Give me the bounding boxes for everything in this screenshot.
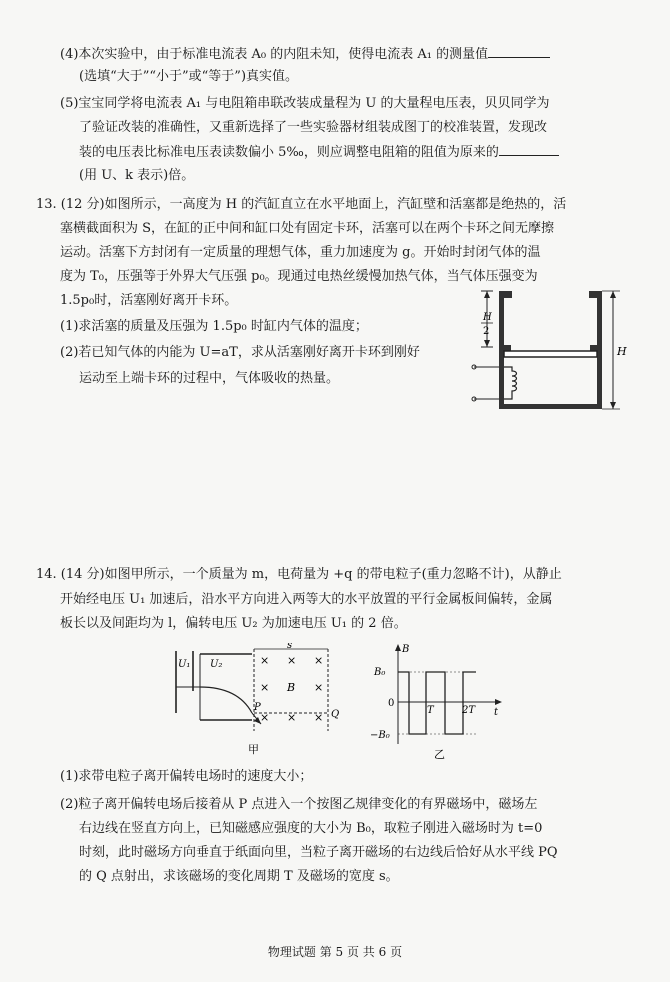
- svg-text:×: ×: [260, 681, 270, 694]
- q14-stem-line1: 14. (14 分)如图甲所示，一个质量为 m，电荷量为 +q 的带电粒子(重力忽略不计)，从静止: [36, 567, 562, 582]
- q14-stem-line3: 板长以及间距均为 l，偏转电压 U₂ 为加速电压 U₁ 的 2 倍。: [60, 616, 407, 631]
- q14-subquestion-2-line2: 右边线在竖直方向上，已知磁感应强度的大小为 B₀，取粒子刚进入磁场时为 t=0: [79, 821, 543, 836]
- q12-part4-line1: (4)本次实验中，由于标准电流表 A₀ 的内阻未知，使得电流表 A₁ 的测量值: [60, 45, 550, 64]
- svg-text:×: ×: [314, 681, 324, 694]
- answer-blank[interactable]: [488, 45, 550, 58]
- label-2T: 2T: [462, 705, 476, 716]
- q13-stem-line2: 塞横截面积为 S，在缸的正中间和缸口处有固定卡环，活塞可以在两个卡环之间无摩擦: [60, 221, 555, 236]
- label-U1: U₁: [178, 659, 191, 670]
- top-stop-left: [504, 291, 512, 298]
- q14-stem-line2: 开始经电压 U₁ 加速后，沿水平方向进入两等大的水平放置的平行金属板间偏转，金属: [60, 592, 553, 607]
- q13-stem-line4: 度为 T₀，压强等于外界大气压强 p₀。现通过电热丝缓慢加热气体，当气体压强变为: [60, 269, 538, 284]
- heater-coil: [504, 367, 517, 399]
- q12-part4-line2: (选填“大于”“小于”或“等于”)真实值。: [79, 69, 299, 84]
- q14-subquestion-1: (1)求带电粒子离开偏转电场时的速度大小；: [60, 769, 313, 784]
- label-B: B: [287, 681, 296, 694]
- q13-stem-line3: 运动。活塞下方封闭有一定质量的理想气体，重力加速度为 g。开始时封闭气体的温: [60, 245, 541, 260]
- q14-subquestion-2-line3: 时刻，此时磁场方向垂直于纸面向里，当粒子离开磁场的右边线后恰好从水平线 PQ: [79, 845, 558, 860]
- q14-subquestion-2-line4: 的 Q 点射出，求该磁场的变化周期 T 及磁场的宽度 s。: [79, 869, 399, 884]
- q12-part5-line4: (用 U、k 表示)倍。: [79, 168, 195, 183]
- middle-stop-left: [504, 345, 511, 351]
- cylinder-figure: [470, 285, 630, 415]
- q13-stem-line5: 1.5p₀时，活塞刚好离开卡环。: [60, 293, 238, 308]
- label-P: P: [254, 702, 261, 713]
- svg-text:×: ×: [287, 654, 297, 667]
- q13-subquestion-2-line2: 运动至上端卡环的过程中，气体吸收的热量。: [79, 371, 340, 386]
- label-negB0: −B₀: [370, 730, 390, 741]
- label-half-den: 2: [483, 326, 490, 337]
- q13-subquestion-2-line1: (2)若已知气体的内能为 U=aT，求从活塞刚好离开卡环到刚好: [60, 345, 420, 360]
- svg-text:×: ×: [314, 711, 324, 724]
- label-Q: Q: [331, 709, 340, 720]
- svg-text:×: ×: [260, 711, 270, 724]
- figure-jia: [168, 643, 358, 763]
- caption-yi: 乙: [434, 748, 445, 761]
- label-half-num: H: [483, 312, 492, 323]
- q13-subquestion-1: (1)求活塞的质量及压强为 1.5p₀ 时缸内气体的温度；: [60, 319, 368, 334]
- axis-label-B: B: [402, 644, 410, 655]
- cylinder-right-wall: [597, 291, 602, 409]
- q13-stem-line1: 13. (12 分)如图所示，一高度为 H 的汽缸直立在水平地面上，汽缸壁和活塞都是绝热的，活: [36, 197, 567, 212]
- svg-text:×: ×: [260, 654, 270, 667]
- particle-trajectory: [200, 687, 252, 713]
- label-t: t: [494, 707, 499, 718]
- q14-subquestion-2-line1: (2)粒子离开偏转电场后接着从 P 点进入一个按图乙规律变化的有界磁场中，磁场左: [60, 797, 538, 812]
- figure-yi: [368, 640, 508, 765]
- label-H: H: [617, 345, 627, 358]
- field-waveform: [398, 672, 476, 734]
- top-stop-right: [589, 291, 597, 298]
- label-zero: 0: [388, 698, 395, 709]
- svg-text:×: ×: [314, 654, 324, 667]
- label-T: T: [427, 705, 434, 716]
- cylinder-bottom: [499, 404, 602, 409]
- page-footer: 物理试题 第 5 页 共 6 页: [267, 945, 403, 959]
- q12-part5-line3: 装的电压表比标准电压表读数偏小 5‰，则应调整电阻箱的阻值为原来的: [79, 143, 559, 162]
- q12-part5-line2: 了验证改装的准确性，又重新选择了一些实验器材组装成图丁的校准装置，发现改: [79, 120, 548, 135]
- label-s: s: [287, 643, 293, 651]
- label-B0: B₀: [374, 667, 386, 678]
- answer-blank[interactable]: [499, 143, 559, 156]
- piston: [504, 351, 597, 357]
- cylinder-left-wall: [499, 291, 504, 409]
- label-U2: U₂: [210, 659, 223, 670]
- q12-part5-line1: (5)宝宝同学将电流表 A₁ 与电阻箱串联改装成量程为 U 的大量程电压表，贝贝同学为: [60, 96, 550, 111]
- caption-jia: 甲: [248, 743, 259, 756]
- middle-stop-right: [590, 345, 597, 351]
- svg-text:×: ×: [287, 711, 297, 724]
